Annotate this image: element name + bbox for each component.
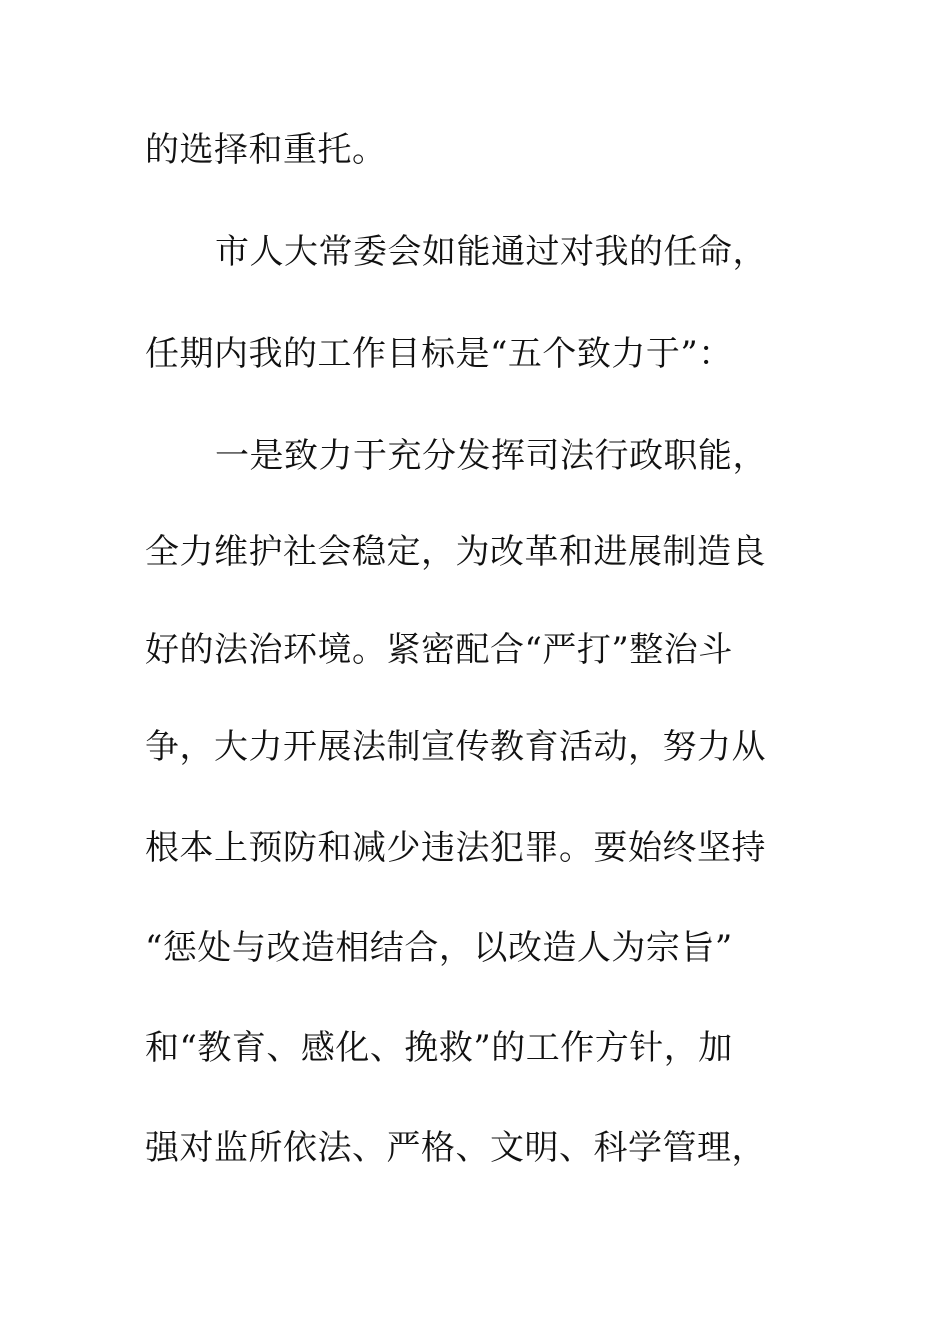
text-line: 市人大常委会如能通过对我的任命，: [215, 232, 767, 272]
text-line: 全力维护社会稳定，为改革和进展制造良: [145, 532, 766, 572]
text-line: 好的法治环境。紧密配合“严打”整治斗: [145, 630, 733, 670]
text-line: 和“教育、感化、挽救”的工作方针，加: [145, 1028, 733, 1068]
text-line: “惩处与改造相结合，以改造人为宗旨”: [145, 928, 733, 968]
text-line: 强对监所依法、严格、文明、科学管理，: [145, 1128, 766, 1168]
text-line: 根本上预防和减少违法犯罪。要始终坚持: [145, 828, 766, 868]
text-line: 一是致力于充分发挥司法行政职能，: [215, 436, 767, 476]
text-line: 争，大力开展法制宣传教育活动，努力从: [145, 727, 766, 767]
text-line: 的选择和重托。: [145, 130, 387, 170]
text-line: 任期内我的工作目标是“五个致力于”：: [145, 334, 733, 374]
